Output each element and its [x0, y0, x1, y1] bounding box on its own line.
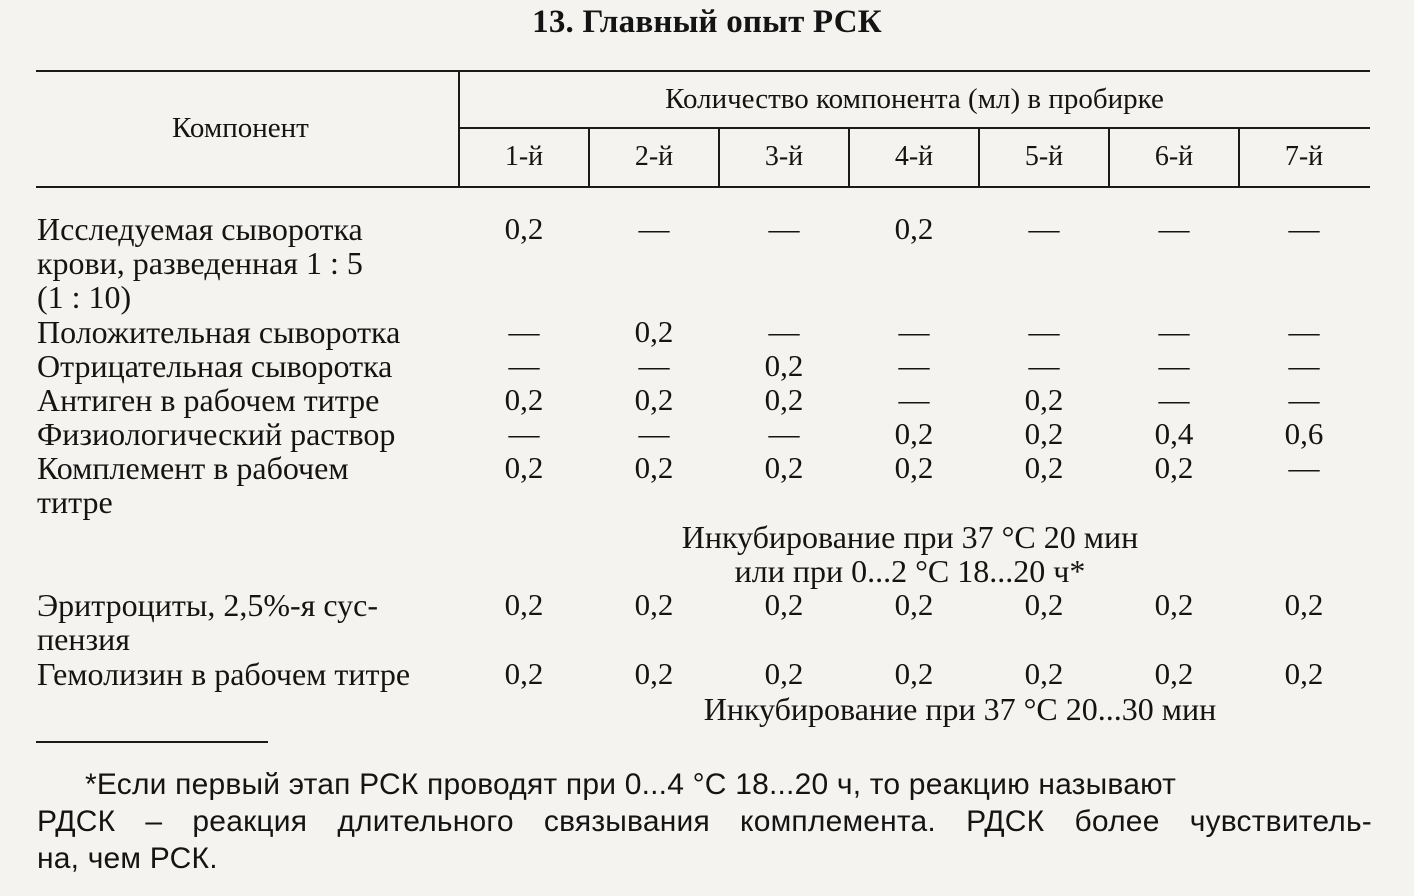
tube-header: 2-й	[634, 141, 674, 172]
table-cell: 0,2	[634, 314, 674, 349]
row-label: Исследуемая сыворотка крови, разведенная 1 : 5 (1 : 10)	[37, 211, 363, 315]
table-cell: 0,2	[894, 656, 934, 691]
table-cell: —	[1158, 211, 1190, 246]
table-cell: —	[1028, 314, 1060, 349]
tube-header: 7-й	[1284, 141, 1324, 172]
table-cell: —	[1288, 211, 1320, 246]
table-cell: 0,2	[504, 382, 544, 417]
row-label: Положительная сыворотка	[37, 314, 401, 350]
table-cell: —	[508, 314, 540, 349]
table-cell: 0,2	[764, 382, 804, 417]
component-header: Компонент	[172, 112, 309, 144]
table-cell: 0,2	[764, 348, 804, 383]
table-cell: 0,2	[634, 382, 674, 417]
tube-header: 4-й	[894, 141, 934, 172]
table-cell: 0,2	[1284, 587, 1324, 622]
table-cell: —	[1288, 450, 1320, 485]
header-mid-rule	[459, 127, 1370, 129]
table-cell: —	[768, 314, 800, 349]
incubation-note: Инкубирование при 37 °С 20...30 мин	[703, 691, 1217, 727]
table-cell: 0,2	[1154, 450, 1194, 485]
table-cell: 0,2	[764, 587, 804, 622]
table-cell: —	[638, 416, 670, 451]
table-top-rule	[36, 70, 1370, 72]
table-cell: 0,2	[634, 656, 674, 691]
row-label: Физиологический раствор	[37, 416, 396, 452]
table-cell: —	[1158, 382, 1190, 417]
table-cell: —	[508, 348, 540, 383]
table-cell: 0,2	[1154, 656, 1194, 691]
table-cell: 0,2	[1024, 587, 1064, 622]
table-cell: 0,2	[764, 450, 804, 485]
table-cell: 0,2	[504, 450, 544, 485]
table-cell: —	[1288, 314, 1320, 349]
table-cell: 0,2	[504, 211, 544, 246]
table-cell: 0,2	[504, 656, 544, 691]
tube-header: 6-й	[1154, 141, 1194, 172]
tube-header: 5-й	[1024, 141, 1064, 172]
table-cell: 0,2	[1284, 656, 1324, 691]
row-label: Гемолизин в рабочем титре	[37, 656, 411, 692]
incubation-note: Инкубирование при 37 °С 20 мин или при 0...2 °С 18...20 ч*	[681, 519, 1139, 589]
table-title: 13. Главный опыт РСК	[532, 4, 882, 40]
tube-header: 3-й	[764, 141, 804, 172]
row-label: Эритроциты, 2,5%-я сус- пензия	[37, 587, 379, 657]
table-cell: 0,2	[1154, 587, 1194, 622]
table-cell: —	[1288, 382, 1320, 417]
footnote: *Если первый этап РСК проводят при 0...4 °С 18...20 ч, то реакцию называют РДСК – реакция длительного связывания комплемента. РДСК более чувствитель- на, чем РСК.	[37, 768, 1372, 875]
header-bottom-rule	[36, 186, 1370, 188]
table-cell: —	[508, 416, 540, 451]
table-cell: 0,2	[1024, 382, 1064, 417]
table-cell: 0,2	[764, 656, 804, 691]
table-cell: 0,2	[1024, 656, 1064, 691]
table-cell: 0,6	[1284, 416, 1324, 451]
table-cell: —	[1158, 348, 1190, 383]
table-cell: 0,2	[894, 587, 934, 622]
table-cell: —	[768, 211, 800, 246]
table-cell: —	[1028, 211, 1060, 246]
table-cell: —	[1158, 314, 1190, 349]
table-cell: 0,2	[894, 416, 934, 451]
table-cell: 0,4	[1154, 416, 1194, 451]
table-cell: —	[768, 416, 800, 451]
row-label: Комплемент в рабочем титре	[37, 450, 349, 520]
table-cell: 0,2	[894, 450, 934, 485]
table-cell: —	[638, 348, 670, 383]
footnote-separator	[36, 741, 268, 743]
table-cell: —	[1028, 348, 1060, 383]
table-cell: —	[1288, 348, 1320, 383]
table-cell: —	[638, 211, 670, 246]
table-cell: 0,2	[634, 587, 674, 622]
quantity-header: Количество компонента (мл) в пробирке	[665, 83, 1164, 115]
row-label: Отрицательная сыворотка	[37, 348, 393, 384]
table-cell: —	[898, 314, 930, 349]
tube-header: 1-й	[504, 141, 544, 172]
table-cell: 0,2	[1024, 416, 1064, 451]
table-cell: 0,2	[894, 211, 934, 246]
table-cell: 0,2	[634, 450, 674, 485]
table-cell: —	[898, 348, 930, 383]
row-label: Антиген в рабочем титре	[37, 382, 380, 418]
table-cell: 0,2	[1024, 450, 1064, 485]
table-cell: 0,2	[504, 587, 544, 622]
table-cell: —	[898, 382, 930, 417]
